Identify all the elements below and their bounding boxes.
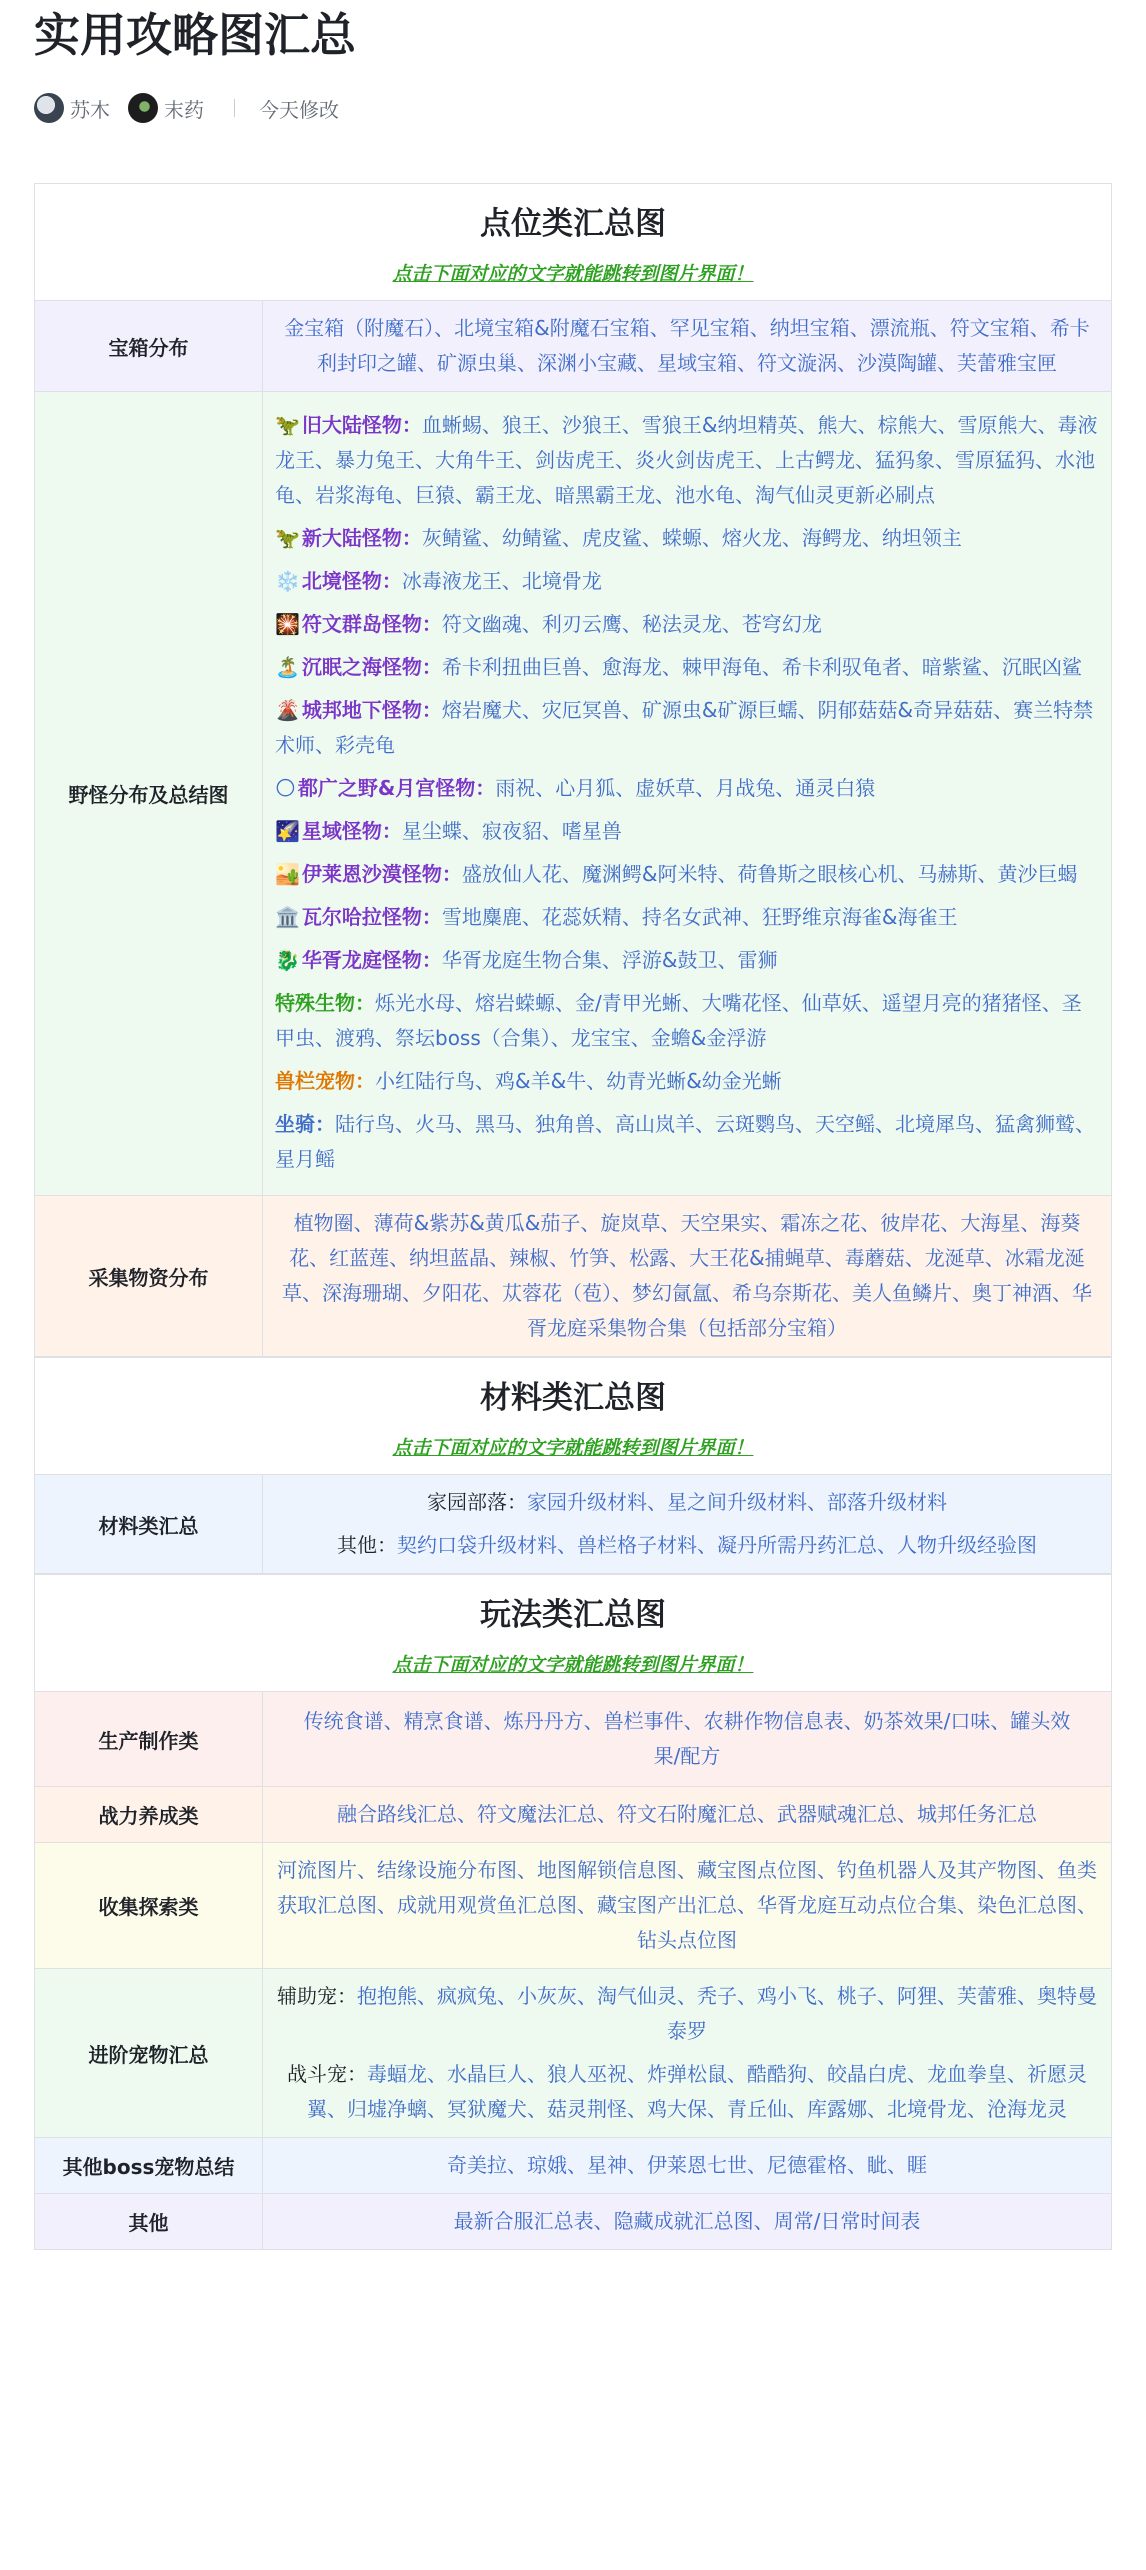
section-hint: 点击下面对应的文字就能跳转到图片界面！ xyxy=(392,263,754,286)
monster-links[interactable]: 盛放仙人花、魔渊鳄&阿米特、荷鲁斯之眼核心机、马赫斯、黄沙巨蝎 xyxy=(461,862,1078,887)
desert-icon: 🏜️ xyxy=(275,862,300,887)
materials-list xyxy=(263,1475,1111,1573)
category-label: 特殊生物： xyxy=(275,991,375,1016)
dragon-icon: 🐉 xyxy=(275,948,300,973)
full-moon-icon: 🌕 xyxy=(275,776,296,801)
category-label: 星域怪物： xyxy=(301,819,402,844)
row-label: 材料类汇总 xyxy=(35,1475,263,1573)
boss-links[interactable]: 奇美拉、琼娥、星神、伊莱恩七世、尼德霍格、眦、睚 xyxy=(447,2153,927,2178)
sparkler-icon: 🎇 xyxy=(275,612,300,637)
power-links[interactable]: 融合路线汇总、符文魔法汇总、符文石附魔汇总、武器赋魂汇总、城邦任务汇总 xyxy=(337,1802,1037,1827)
table-row-production xyxy=(35,1692,1111,1787)
monster-links[interactable]: 小红陆行鸟、鸡&羊&牛、幼青光蜥&幼金光蜥 xyxy=(375,1069,782,1094)
monster-links[interactable]: 希卡利扭曲巨兽、愈海龙、棘甲海龟、希卡利驭龟者、暗紫鲨、沉眠凶鲨 xyxy=(441,655,1082,680)
section-title: 玩法类汇总图 xyxy=(480,1597,666,1634)
table-row-pets xyxy=(35,1969,1111,2138)
monster-links[interactable]: 烁光水母、熔岩蝾螈、金/青甲光蜥、大嘴花怪、仙草妖、遥望月亮的猪猪怪、圣甲虫、渡鸦、祭坛boss（合集）、龙宝宝、金蟾&金浮游 xyxy=(275,991,1082,1051)
snowflake-icon: ❄️ xyxy=(275,569,300,594)
monster-line-huaxu xyxy=(275,943,1099,978)
summary-table xyxy=(34,183,1112,2250)
row-label: 野怪分布及总结图 xyxy=(35,392,263,1195)
section-header-gameplay xyxy=(35,1574,1111,1692)
collect-links[interactable]: 河流图片、结缘设施分布图、地图解锁信息图、藏宝图点位图、钓鱼机器人及其产物图、鱼类获取汇总图、成就用观赏鱼汇总图、藏宝图产出汇总、华胥龙庭互动点位合集、染色汇总图、钻头点位图 xyxy=(277,1858,1097,1953)
row-label: 采集物资分布 xyxy=(35,1196,263,1356)
monster-line-desert xyxy=(275,857,1099,892)
category-label: 兽栏宠物： xyxy=(275,1069,375,1094)
monster-links[interactable]: 雨祝、心月狐、虚妖草、月战兔、通灵白猿 xyxy=(495,776,876,801)
author-name: 末药 xyxy=(164,97,204,122)
other-links[interactable]: 最新合服汇总表、隐藏成就汇总图、周常/日常时间表 xyxy=(453,2209,921,2234)
section-hint: 点击下面对应的文字就能跳转到图片界面！ xyxy=(392,1654,754,1677)
monster-links[interactable]: 陆行鸟、火马、黑马、独角兽、高山岚羊、云斑鹦鸟、天空鳐、北境犀鸟、猛禽狮鹫、星月鳐 xyxy=(275,1112,1095,1172)
monster-line-pen-pets xyxy=(275,1064,1099,1099)
materials-line-home xyxy=(275,1485,1099,1520)
production-links[interactable]: 传统食谱、精烹食谱、炼丹丹方、兽栏事件、农耕作物信息表、奶茶效果/口味、罐头效果/配方 xyxy=(303,1709,1071,1769)
materials-line-other xyxy=(275,1528,1099,1563)
table-row-collect xyxy=(35,1843,1111,1969)
author-name: 苏木 xyxy=(70,97,110,122)
row-label: 其他 xyxy=(35,2194,263,2249)
author-moyao[interactable] xyxy=(128,93,204,123)
materials-links[interactable]: 家园升级材料、星之间升级材料、部落升级材料 xyxy=(527,1490,947,1515)
section-title: 点位类汇总图 xyxy=(480,206,666,243)
monster-line-old-continent xyxy=(275,408,1099,513)
monster-links[interactable]: 冰毒液龙王、北境骨龙 xyxy=(401,569,602,594)
category-label: 伊莱恩沙漠怪物： xyxy=(301,862,462,887)
dinosaur-icon: 🦖 xyxy=(275,413,300,438)
monster-links[interactable]: 星尘蝶、寂夜貂、嗜星兽 xyxy=(401,819,622,844)
table-row-materials xyxy=(35,1475,1111,1574)
monster-links[interactable]: 雪地麋鹿、花蕊妖精、持名女武神、狂野维京海雀&海雀王 xyxy=(441,905,958,930)
row-label: 收集探索类 xyxy=(35,1843,263,1968)
table-row-chest xyxy=(35,301,1111,392)
category-label: 城邦地下怪物： xyxy=(301,698,442,723)
monster-links[interactable]: 灰鲭鲨、幼鲭鲨、虎皮鲨、蝾螈、熔火龙、海鳄龙、纳坦领主 xyxy=(421,526,962,551)
row-label: 其他boss宠物总结 xyxy=(35,2138,263,2193)
monster-line-rune-islands xyxy=(275,607,1099,642)
monster-line-new-continent xyxy=(275,521,1099,556)
monster-list xyxy=(263,392,1111,1195)
monster-line-mounts xyxy=(275,1107,1099,1177)
section-hint: 点击下面对应的文字就能跳转到图片界面！ xyxy=(392,1437,754,1460)
divider xyxy=(234,99,235,117)
gather-links[interactable]: 植物圈、薄荷&紫苏&黄瓜&茄子、旋岚草、天空果实、霜冻之花、彼岸花、大海星、海葵花、红蓝莲、纳坦蓝晶、辣椒、竹笋、松露、大王花&捕蝇草、毒蘑菇、龙涎草、冰霜龙涎草、深海珊瑚、夕阳花、苁蓉花（苞）、梦幻氤氲、希乌奈斯花、美人鱼鳞片、奥丁神酒、华胥龙庭采集物合集（包括部分宝箱） xyxy=(282,1211,1092,1341)
monster-line-star-domain xyxy=(275,814,1099,849)
monster-line-underground xyxy=(275,693,1099,763)
category-label: 符文群岛怪物： xyxy=(301,612,442,637)
monster-line-north xyxy=(275,564,1099,599)
island-icon: 🏝️ xyxy=(275,655,300,680)
monster-links[interactable]: 符文幽魂、利刃云鹰、秘法灵龙、苍穹幻龙 xyxy=(441,612,822,637)
category-label: 华胥龙庭怪物： xyxy=(301,948,442,973)
modified-time: 今天修改 xyxy=(259,97,339,122)
table-row-power xyxy=(35,1787,1111,1843)
table-row-other xyxy=(35,2194,1111,2249)
row-label: 生产制作类 xyxy=(35,1692,263,1786)
category-label: 瓦尔哈拉怪物： xyxy=(301,905,442,930)
table-row-monsters xyxy=(35,392,1111,1196)
monster-line-valhalla xyxy=(275,900,1099,935)
pets-list xyxy=(263,1969,1111,2137)
line-prefix: 辅助宠： xyxy=(277,1984,357,2009)
category-label: 都广之野&月宫怪物： xyxy=(297,776,496,801)
pets-line-battle xyxy=(275,2057,1099,2127)
category-label: 坐骑： xyxy=(275,1112,335,1137)
line-prefix: 战斗宠： xyxy=(287,2062,367,2087)
row-label: 进阶宠物汇总 xyxy=(35,1969,263,2137)
monster-links[interactable]: 华胥龙庭生物合集、浮游&鼓卫、雷狮 xyxy=(441,948,778,973)
section-title: 材料类汇总图 xyxy=(480,1380,666,1417)
monster-links[interactable]: 熔岩魔犬、灾厄冥兽、矿源虫&矿源巨蠕、阴郁菇菇&奇异菇菇、赛兰特禁术师、彩壳龟 xyxy=(275,698,1094,758)
doc-meta xyxy=(34,93,1112,123)
line-prefix: 家园部落： xyxy=(427,1490,527,1515)
monster-links[interactable]: 血蜥蜴、狼王、沙狼王、雪狼王&纳坦精英、熊大、棕熊大、雪原熊大、毒液龙王、暴力兔王、大角牛王、剑齿虎王、炎火剑齿虎王、上古鳄龙、猛犸象、雪原猛犸、水池龟、岩浆海龟、巨猿、霸王龙、暗黑霸王龙、池水龟、淘气仙灵更新必刷点 xyxy=(275,413,1098,508)
avatar xyxy=(128,93,158,123)
shooting-star-icon: 🌠 xyxy=(275,819,300,844)
table-row-gather xyxy=(35,1196,1111,1357)
row-label: 宝箱分布 xyxy=(35,301,263,391)
category-label: 新大陆怪物： xyxy=(301,526,422,551)
materials-links[interactable]: 契约口袋升级材料、兽栏格子材料、凝丹所需丹药汇总、人物升级经验图 xyxy=(397,1533,1037,1558)
row-label: 战力养成类 xyxy=(35,1787,263,1842)
section-header-materials xyxy=(35,1357,1111,1475)
category-label: 沉眠之海怪物： xyxy=(301,655,442,680)
page-title: 实用攻略图汇总 xyxy=(34,8,356,62)
monster-line-special xyxy=(275,986,1099,1056)
temple-icon: 🏛️ xyxy=(275,905,300,930)
author-sumu[interactable] xyxy=(34,93,110,123)
dinosaur-icon: 🦖 xyxy=(275,526,300,551)
pets-links[interactable]: 抱抱熊、疯疯兔、小灰灰、淘气仙灵、秃子、鸡小飞、桃子、阿狸、芙蕾雅、奥特曼泰罗 xyxy=(357,1984,1097,2044)
table-row-boss xyxy=(35,2138,1111,2194)
category-label: 旧大陆怪物： xyxy=(301,413,422,438)
monster-line-moon-palace xyxy=(275,771,1099,806)
category-label: 北境怪物： xyxy=(301,569,402,594)
avatar xyxy=(34,93,64,123)
section-header-locations xyxy=(35,184,1111,301)
monster-line-sleeping-sea xyxy=(275,650,1099,685)
volcano-icon: 🌋 xyxy=(275,698,300,723)
pets-links[interactable]: 毒蝠龙、水晶巨人、狼人巫祝、炸弹松鼠、酷酷狗、皎晶白虎、龙血拳皇、祈愿灵翼、归墟净螭、冥狱魔犬、菇灵荆怪、鸡大保、青丘仙、库露娜、北境骨龙、沧海龙灵 xyxy=(307,2062,1087,2122)
chest-links[interactable]: 金宝箱（附魔石）、北境宝箱&附魔石宝箱、罕见宝箱、纳坦宝箱、漂流瓶、符文宝箱、希卡利封印之罐、矿源虫巢、深渊小宝藏、星域宝箱、符文漩涡、沙漠陶罐、芙蕾雅宝匣 xyxy=(284,316,1090,376)
line-prefix: 其他： xyxy=(337,1533,397,1558)
pets-line-assist xyxy=(275,1979,1099,2049)
